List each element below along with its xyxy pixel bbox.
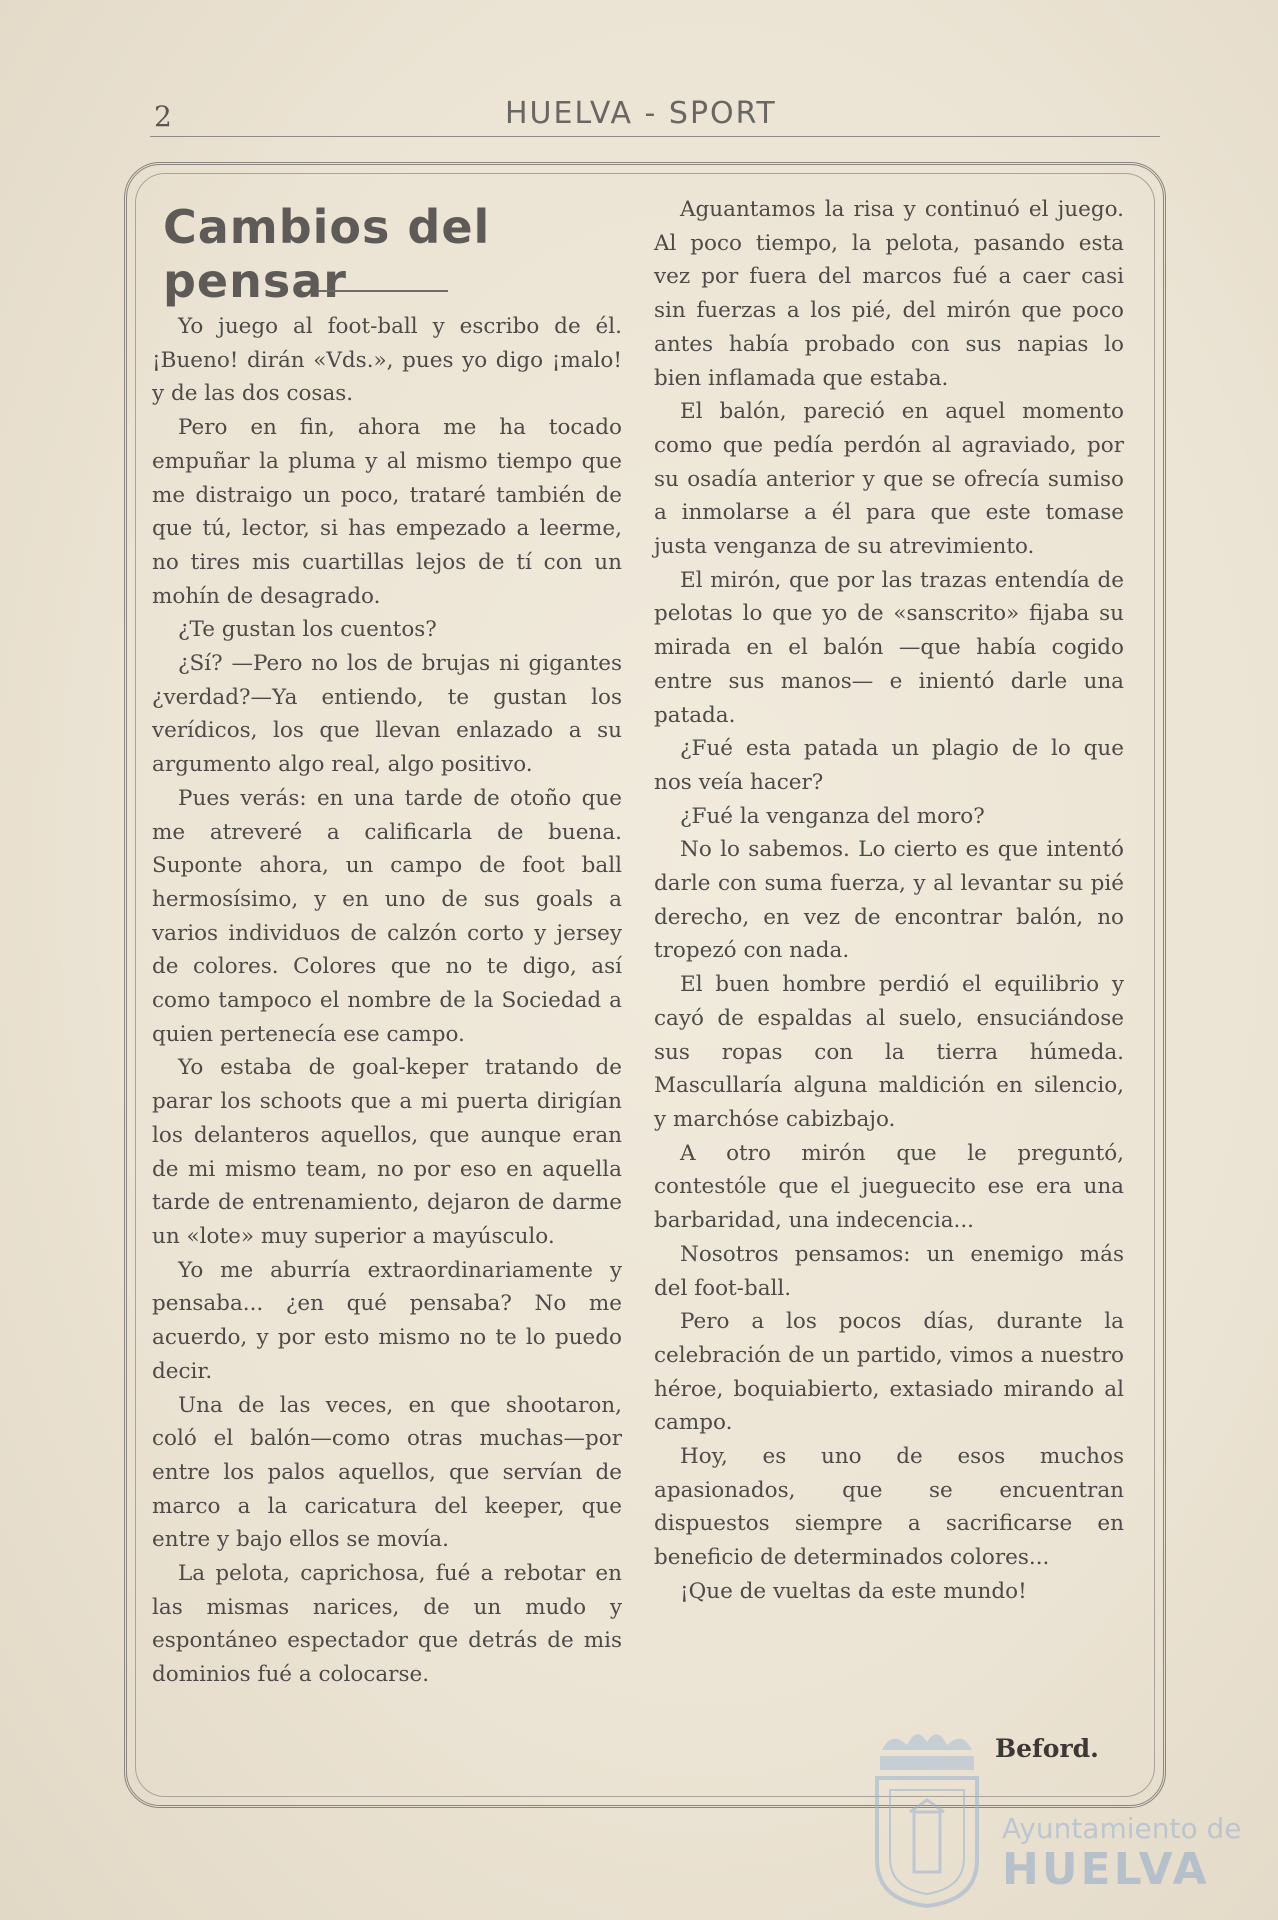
right-column <box>654 193 1124 1609</box>
paragraph: ¡Que de vueltas da este mundo! <box>680 1578 1027 1604</box>
paragraph: No lo sabemos. Lo cierto es que intentó darle con suma fuerza, y al levantar su pié derecho, en vez de encontrar balón, no tropezó con nada. <box>654 837 1124 964</box>
coat-of-arms-icon <box>862 1720 992 1910</box>
title-rule <box>318 290 448 292</box>
paragraph: ¿Te gustan los cuentos? <box>178 617 437 643</box>
paragraph: Nosotros pensamos: un enemigo más del foot-ball. <box>654 1241 1124 1301</box>
publication-title: HUELVA - SPORT <box>505 96 777 131</box>
paragraph: El buen hombre perdió el equilibrio y cayó de espaldas al suelo, ensuciándose sus ropas con la tierra húmeda. Mascullaría alguna maldición en silencio, y marchóse cabizbajo. <box>654 972 1124 1132</box>
paragraph: Yo me aburría extraordinariamente y pensaba... ¿en qué pensaba? No me acuerdo, y por esto mismo no te lo puedo decir. <box>152 1257 622 1384</box>
paragraph: Hoy, es uno de esos muchos apasionados, que se encuentran dispuestos siempre a sacrificarse en beneficio de determinados colores... <box>654 1444 1124 1571</box>
left-column <box>152 310 622 1692</box>
author-signature: Beford. <box>995 1734 1099 1763</box>
paragraph: Yo estaba de goal-keper tratando de parar los schoots que a mi puerta dirigían los delanteros aquellos, que aunque eran de mi mismo team, no por eso en aquella tarde de entrenamiento, dejaron de darme un «lote» muy superior a mayúsculo. <box>152 1055 622 1249</box>
paragraph: ¿Fué la venganza del moro? <box>680 803 985 829</box>
article-title: Cambios del pensar <box>163 200 491 308</box>
paragraph: Yo juego al foot-ball y escribo de él. ¡Bueno! dirán «Vds.», pues yo digo ¡malo! y de las dos cosas. <box>152 314 622 407</box>
watermark <box>862 1720 1242 1910</box>
paragraph: El balón, pareció en aquel momento como que pedía perdón al agraviado, por su osadía anterior y que se ofrecía sumiso a inmolarse a él para que este tomase justa venganza de su atrevimiento. <box>654 399 1124 560</box>
watermark-line-2: HUELVA <box>1002 1844 1210 1895</box>
paragraph: Pero a los pocos días, durante la celebración de un partido, vimos a nuestro héroe, boquiabierto, extasiado mirando al campo. <box>654 1309 1124 1436</box>
paragraph: ¿Fué esta patada un plagio de lo que nos veía hacer? <box>654 736 1124 795</box>
page-number: 2 <box>154 100 172 133</box>
paragraph: A otro mirón que le preguntó, contestóle que el jueguecito ese era una barbaridad, una indecencia... <box>654 1140 1124 1234</box>
paragraph: ¿Sí? —Pero no los de brujas ni gigantes ¿verdad?—Ya entiendo, te gustan los verídicos, los que llevan enlazado a su argumento algo real, algo positivo. <box>152 651 622 778</box>
paragraph: Pero en fin, ahora me ha tocado empuñar la pluma y al mismo tiempo que me distraigo un poco, trataré también de que tú, lector, si has empezado a leerme, no tires mis cuartillas lejos de tí con un mohín de desagrado. <box>152 415 622 609</box>
watermark-line-1: Ayuntamiento de <box>1002 1812 1242 1845</box>
paragraph: El mirón, que por las trazas entendía de pelotas lo que yo de «sanscrito» fijaba su mirada en el balón —que había cogido entre sus manos— e inientó darle una patada. <box>654 567 1124 728</box>
paragraph: Aguantamos la risa y continuó el juego. Al poco tiempo, la pelota, pasando esta vez por fuera del marcos fué a caer casi sin fuerzas a los pié, del mirón que poco antes había probado con sus napias lo bien inflamada que estaba. <box>654 197 1124 391</box>
page-header <box>150 96 1160 137</box>
paragraph: La pelota, caprichosa, fué a rebotar en las mismas narices, de un mudo y espontáneo espectador que detrás de mis dominios fué a colocarse. <box>152 1561 622 1688</box>
paragraph: Una de las veces, en que shootaron, coló el balón—como otras muchas—por entre los palos aquellos, que servían de marco a la caricatura del keeper, que entre y bajo ellos se movía. <box>152 1392 622 1553</box>
paragraph: Pues verás: en una tarde de otoño que me atreveré a calificarla de buena. Suponte ahora, un campo de foot ball hermosísimo, y en uno de sus goals a varios individuos de calzón corto y jersey de colores. Colores que no te digo, así como tampoco el nombre de la Sociedad a quien pertenecía ese campo. <box>152 785 622 1047</box>
